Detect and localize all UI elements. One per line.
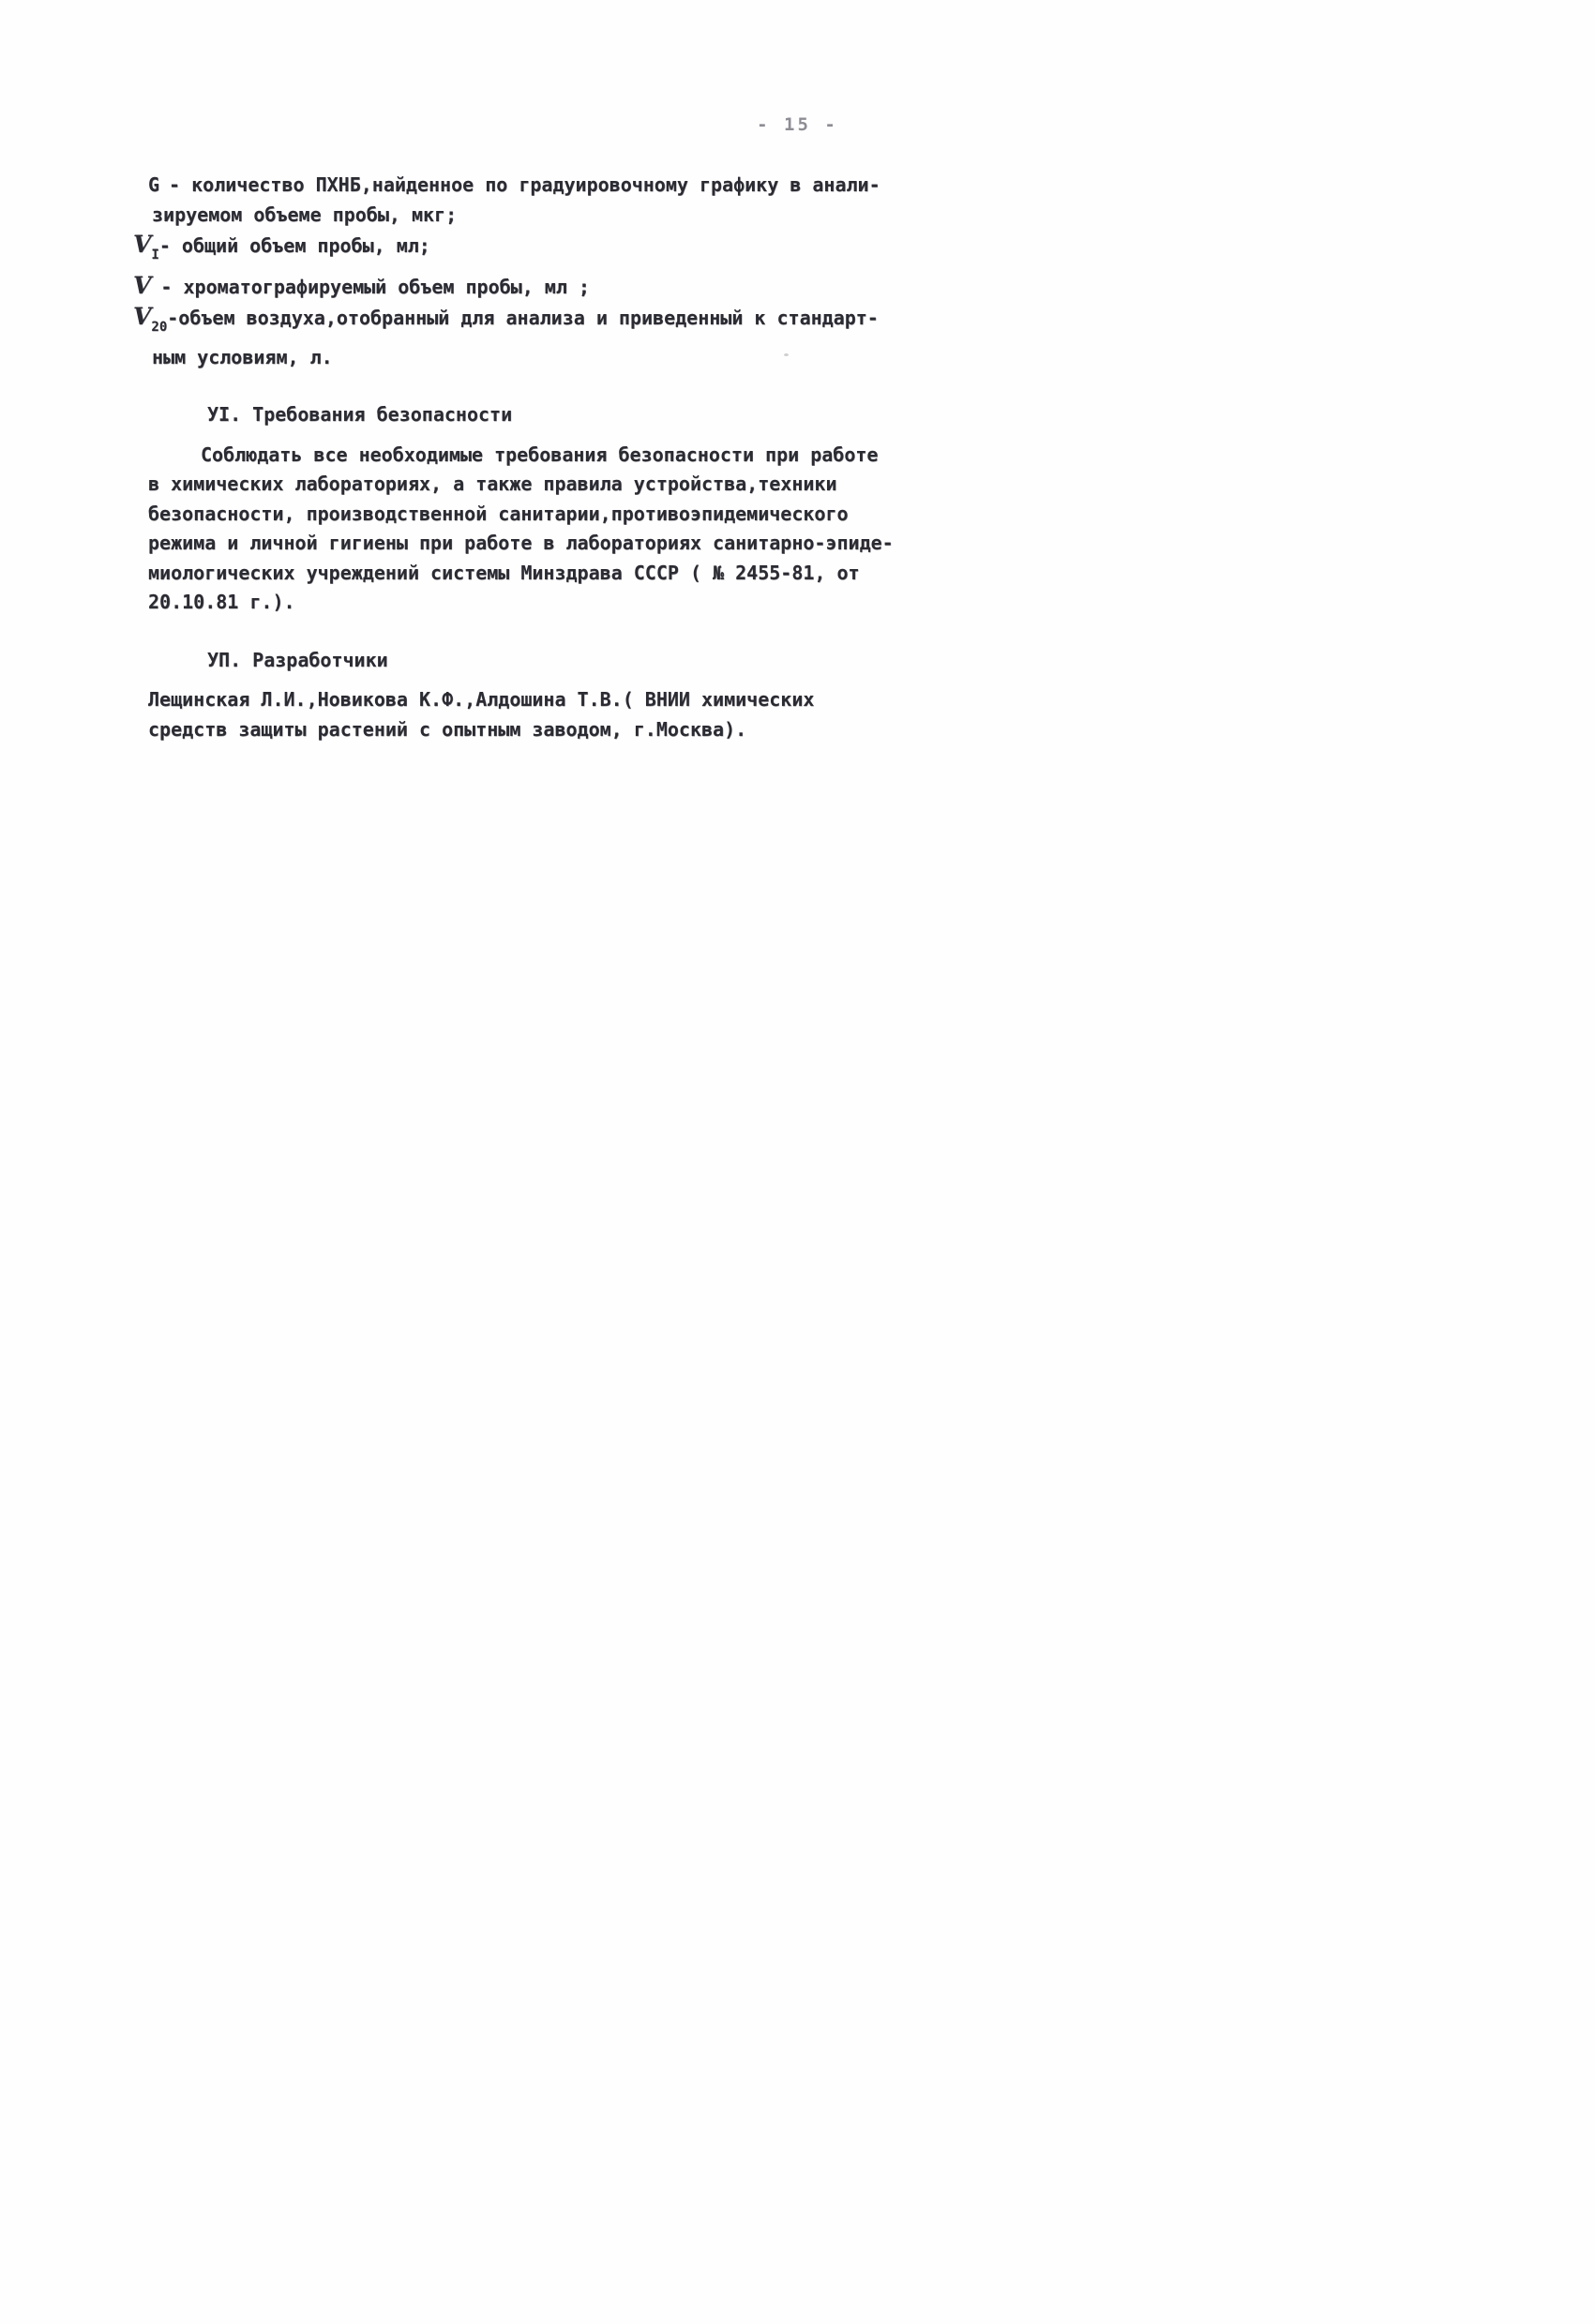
paragraph-line: режима и личной гигиены при работе в лабораториях санитарно-эпиде- [148, 532, 894, 554]
section-heading-vii: УП. Разработчики [207, 648, 388, 671]
section-developers [148, 646, 1086, 745]
symbol-v: V [133, 303, 152, 330]
paragraph-line: Соблюдать все необходимые требования безопасности при работе [201, 442, 879, 466]
symbol-subscript: 20 [151, 320, 168, 335]
paragraph-line: в химических лабораториях, а также правила устройства,техники [148, 472, 837, 495]
scan-artifact [784, 353, 789, 356]
definition-text: - общий объем пробы, мл; [158, 234, 430, 257]
definition-line-g [148, 171, 1086, 201]
definitions-block [133, 171, 1086, 372]
definition-text: - хроматографируемый объем пробы, мл ; [160, 275, 590, 298]
symbol-g: G [148, 173, 160, 196]
paragraph-line: Лещинская Л.И.,Новикова К.Ф.,Алдошина Т.В.( ВНИИ химических [148, 688, 815, 711]
symbol-v: V [133, 231, 152, 258]
definition-text: зируемом объеме пробы, мкг; [152, 202, 458, 226]
definition-line-v1 [133, 230, 1086, 271]
paragraph-line: безопасности, производственной санитарии,противоэпидемического [148, 502, 849, 525]
definition-line-g-cont [152, 201, 1086, 231]
paragraph-line: миологических учреждений системы Минздрава СССР ( № 2455-81, от [148, 561, 860, 584]
paragraph-line: средств защиты растений с опытным заводом, г.Москва). [148, 717, 747, 741]
symbol-v: V [133, 271, 152, 299]
section-paragraph-vi [148, 441, 1086, 618]
definition-line-v [133, 271, 1086, 303]
symbol-subscript: I [151, 247, 159, 262]
definition-text: -объем воздуха,отобранный для анализа и приведенный к стандарт- [167, 307, 879, 329]
definition-line-v20-cont [152, 343, 1086, 373]
definition-text: ным условиям, л. [152, 345, 333, 368]
page-content [133, 171, 1086, 744]
section-safety [148, 400, 1086, 618]
page-number: - 15 - [757, 114, 838, 135]
paragraph-line: 20.10.81 г.). [148, 591, 295, 613]
definition-line-v20 [133, 302, 1086, 343]
section-paragraph-vii [148, 685, 1086, 744]
definition-text: - количество ПХНБ,найденное по градуировочному графику в анали- [169, 173, 880, 196]
section-heading-vi: УІ. Требования безопасности [207, 403, 513, 426]
